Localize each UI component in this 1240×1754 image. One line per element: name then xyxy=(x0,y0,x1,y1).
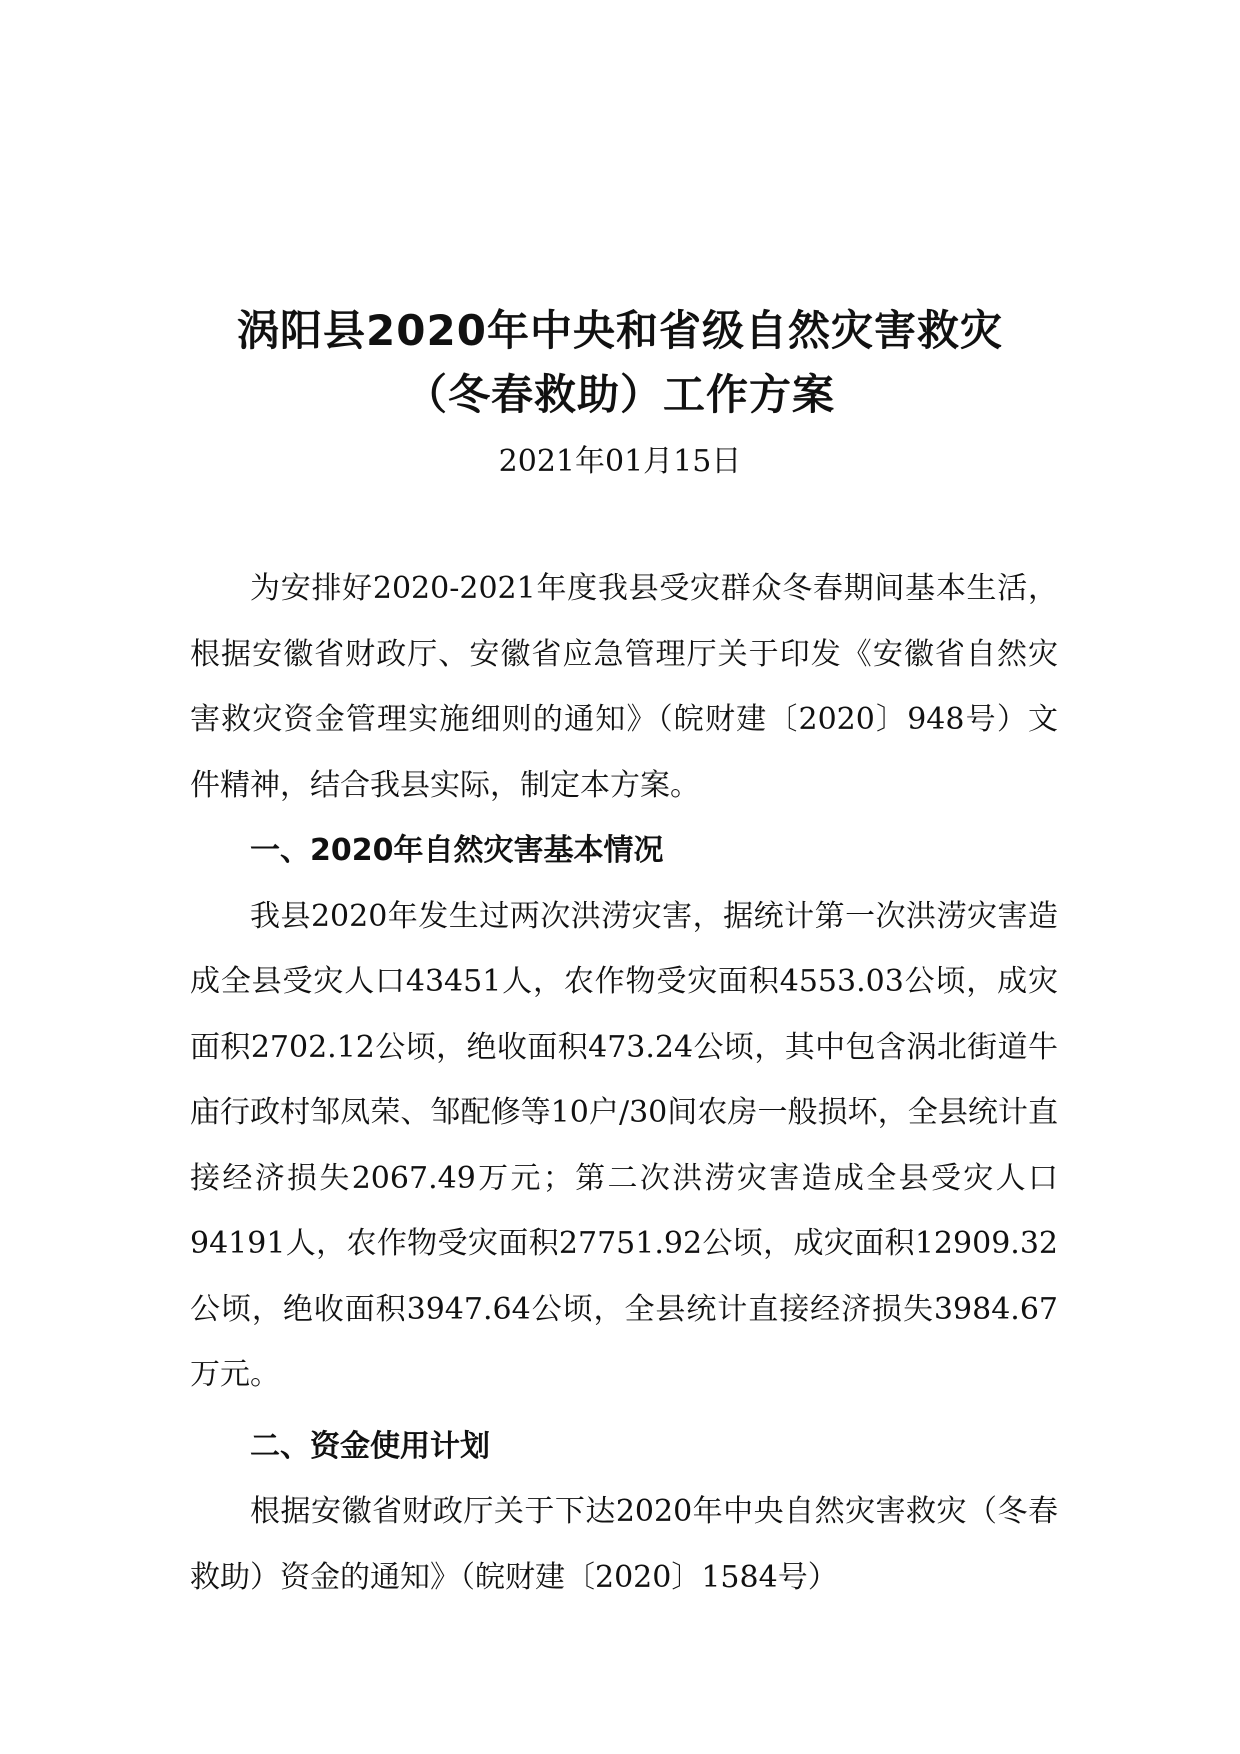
section-1-heading: 一、2020年自然灾害基本情况 xyxy=(250,833,664,868)
section-2-heading: 二、资金使用计划 xyxy=(250,1428,490,1464)
document-body xyxy=(190,556,1058,1610)
document-title-line-2: （冬春救助）工作方案 xyxy=(404,370,835,419)
section-2-paragraph: 根据安徽省财政厅关于下达2020年中央自然灾害救灾（冬春救助）资金的通知》（皖财建〔2020〕1584号） xyxy=(190,1494,1058,1595)
document-title-line-1: 涡阳县2020年中央和省级自然灾害救灾 xyxy=(237,306,1003,355)
document-date: 2021年01月15日 xyxy=(498,444,742,479)
intro-paragraph: 为安排好2020-2021年度我县受灾群众冬春期间基本生活，根据安徽省财政厅、安徽省应急管理厅关于印发《安徽省自然灾害救灾资金管理实施细则的通知》（皖财建〔2020〕948号）文件精神，结合我县实际，制定本方案。 xyxy=(190,571,1058,803)
section-1-paragraph: 我县2020年发生过两次洪涝灾害，据统计第一次洪涝灾害造成全县受灾人口43451人，农作物受灾面积4553.03公顷，成灾面积2702.12公顷，绝收面积473.24公顷，其中包含涡北街道牛庙行政村邹凤荣、邹配修等10户/30间农房一般损坏，全县统计直接经济损失2067.49万元；第二次洪涝灾害造成全县受灾人口94191人，农作物受灾面积27751.92公顷，成灾面积12909.32公顷，绝收面积3947.64公顷，全县统计直接经济损失3984.67万元。 xyxy=(190,898,1058,1392)
